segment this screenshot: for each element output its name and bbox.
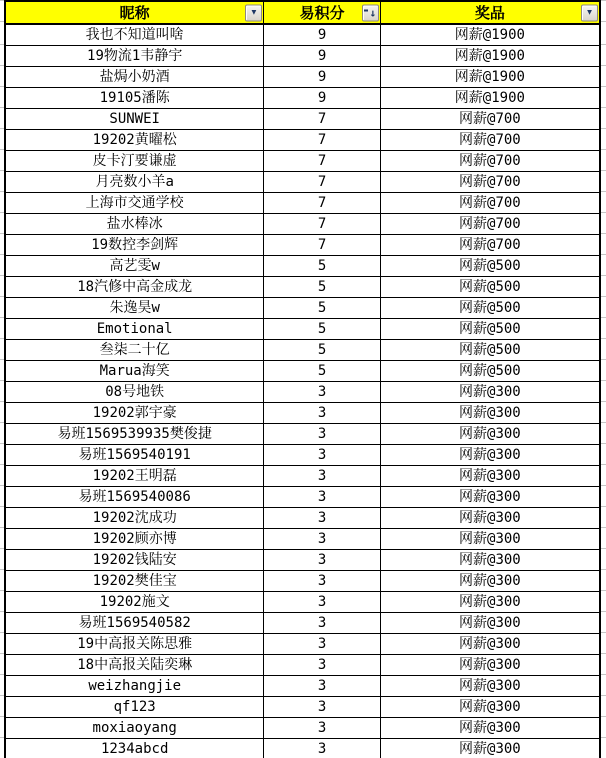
prize-cell[interactable]: 网薪@300 bbox=[380, 676, 600, 697]
table-body bbox=[5, 24, 600, 758]
prize-cell[interactable]: 网薪@300 bbox=[380, 529, 600, 550]
sort-arrow-icon: ↓ bbox=[364, 7, 376, 18]
prize-cell[interactable]: 网薪@300 bbox=[380, 634, 600, 655]
points-cell[interactable]: 3 bbox=[264, 508, 380, 529]
table-row bbox=[5, 613, 600, 634]
header-cell-nickname[interactable] bbox=[5, 1, 264, 24]
nickname-cell[interactable]: 19202郭宇豪 bbox=[5, 403, 264, 424]
prize-cell[interactable]: 网薪@300 bbox=[380, 424, 600, 445]
points-cell[interactable]: 5 bbox=[264, 277, 380, 298]
table-row bbox=[5, 739, 600, 758]
nickname-cell[interactable]: SUNWEI bbox=[5, 109, 264, 130]
prize-cell[interactable]: 网薪@700 bbox=[380, 172, 600, 193]
nickname-cell[interactable]: 皮卡汀要谦虚 bbox=[5, 151, 264, 172]
nickname-cell[interactable]: 朱逸昊w bbox=[5, 298, 264, 319]
points-cell[interactable]: 3 bbox=[264, 550, 380, 571]
prize-cell[interactable]: 网薪@500 bbox=[380, 298, 600, 319]
header-label-points: 易积分 bbox=[299, 4, 345, 22]
points-cell[interactable]: 3 bbox=[264, 592, 380, 613]
table-row bbox=[5, 172, 600, 193]
table-row bbox=[5, 361, 600, 382]
table-row bbox=[5, 46, 600, 67]
table-row bbox=[5, 130, 600, 151]
prize-cell[interactable]: 网薪@1900 bbox=[380, 88, 600, 109]
points-cell[interactable]: 9 bbox=[264, 88, 380, 109]
nickname-cell[interactable]: 18中高报关陆奕琳 bbox=[5, 655, 264, 676]
prize-cell[interactable]: 网薪@1900 bbox=[380, 67, 600, 88]
nickname-cell[interactable]: 19物流1韦静宇 bbox=[5, 46, 264, 67]
nickname-cell[interactable]: 盐焗小奶酒 bbox=[5, 67, 264, 88]
prize-cell[interactable]: 网薪@700 bbox=[380, 109, 600, 130]
prize-cell[interactable]: 网薪@500 bbox=[380, 361, 600, 382]
table-row bbox=[5, 67, 600, 88]
prize-cell[interactable]: 网薪@300 bbox=[380, 739, 600, 758]
table-row bbox=[5, 193, 600, 214]
table-row bbox=[5, 214, 600, 235]
prize-cell[interactable]: 网薪@300 bbox=[380, 718, 600, 739]
table-row bbox=[5, 319, 600, 340]
prize-cell[interactable]: 网薪@300 bbox=[380, 403, 600, 424]
points-cell[interactable]: 3 bbox=[264, 655, 380, 676]
points-cell[interactable]: 9 bbox=[264, 24, 380, 46]
prize-cell[interactable]: 网薪@300 bbox=[380, 508, 600, 529]
table-row bbox=[5, 24, 600, 46]
nickname-cell[interactable]: 月亮数小羊a bbox=[5, 172, 264, 193]
nickname-cell[interactable]: 08号地铁 bbox=[5, 382, 264, 403]
nickname-cell[interactable]: weizhangjie bbox=[5, 676, 264, 697]
points-cell[interactable]: 3 bbox=[264, 634, 380, 655]
nickname-cell[interactable]: Marua海笑 bbox=[5, 361, 264, 382]
nickname-cell[interactable]: 19202黄曜松 bbox=[5, 130, 264, 151]
nickname-cell[interactable]: Emotional bbox=[5, 319, 264, 340]
prize-cell[interactable]: 网薪@700 bbox=[380, 193, 600, 214]
chevron-down-icon: ▼ bbox=[251, 7, 257, 17]
nickname-cell[interactable]: 易班1569540191 bbox=[5, 445, 264, 466]
nickname-cell[interactable]: 19202沈成功 bbox=[5, 508, 264, 529]
nickname-cell[interactable]: 19105潘陈 bbox=[5, 88, 264, 109]
table-row bbox=[5, 571, 600, 592]
table-row bbox=[5, 529, 600, 550]
points-cell[interactable]: 3 bbox=[264, 403, 380, 424]
table-row bbox=[5, 424, 600, 445]
table-row bbox=[5, 550, 600, 571]
points-cell[interactable]: 3 bbox=[264, 571, 380, 592]
points-cell[interactable]: 3 bbox=[264, 529, 380, 550]
points-cell[interactable]: 7 bbox=[264, 130, 380, 151]
table-row bbox=[5, 298, 600, 319]
chevron-down-icon: ▼ bbox=[587, 7, 592, 17]
table-row bbox=[5, 235, 600, 256]
points-cell[interactable]: 5 bbox=[264, 361, 380, 382]
table-row bbox=[5, 592, 600, 613]
nickname-cell[interactable]: 19202钱陆安 bbox=[5, 550, 264, 571]
header-row bbox=[5, 1, 600, 24]
prize-cell[interactable]: 网薪@1900 bbox=[380, 46, 600, 67]
nickname-cell[interactable]: 易班1569540086 bbox=[5, 487, 264, 508]
table-row bbox=[5, 382, 600, 403]
nickname-cell[interactable]: 我也不知道叫啥 bbox=[5, 24, 264, 46]
prize-cell[interactable]: 网薪@500 bbox=[380, 277, 600, 298]
nickname-cell[interactable]: 19中高报关陈思雅 bbox=[5, 634, 264, 655]
nickname-cell[interactable]: 19数控李剑辉 bbox=[5, 235, 264, 256]
table-row bbox=[5, 445, 600, 466]
nickname-cell[interactable]: 18汽修中高金成龙 bbox=[5, 277, 264, 298]
prize-cell[interactable]: 网薪@300 bbox=[380, 613, 600, 634]
nickname-cell[interactable]: 易班1569540582 bbox=[5, 613, 264, 634]
prize-cell[interactable]: 网薪@300 bbox=[380, 445, 600, 466]
table-row bbox=[5, 697, 600, 718]
points-cell[interactable]: 7 bbox=[264, 109, 380, 130]
points-cell[interactable]: 7 bbox=[264, 235, 380, 256]
prize-cell[interactable]: 网薪@300 bbox=[380, 697, 600, 718]
filter-dropdown-icon[interactable] bbox=[581, 4, 598, 21]
filter-dropdown-icon[interactable] bbox=[245, 4, 262, 21]
prize-cell[interactable]: 网薪@300 bbox=[380, 655, 600, 676]
table-row bbox=[5, 466, 600, 487]
prize-cell[interactable]: 网薪@300 bbox=[380, 466, 600, 487]
prize-cell[interactable]: 网薪@700 bbox=[380, 235, 600, 256]
table-row bbox=[5, 718, 600, 739]
nickname-cell[interactable]: 19202王明磊 bbox=[5, 466, 264, 487]
points-cell[interactable]: 3 bbox=[264, 613, 380, 634]
nickname-cell[interactable]: 19202施文 bbox=[5, 592, 264, 613]
nickname-cell[interactable]: 易班1569539935樊俊捷 bbox=[5, 424, 264, 445]
prize-table bbox=[4, 0, 601, 758]
points-cell[interactable]: 9 bbox=[264, 67, 380, 88]
prize-cell[interactable]: 网薪@300 bbox=[380, 382, 600, 403]
header-label-nickname: 昵称 bbox=[119, 4, 150, 22]
points-cell[interactable]: 5 bbox=[264, 319, 380, 340]
points-cell[interactable]: 3 bbox=[264, 739, 380, 758]
points-cell[interactable]: 5 bbox=[264, 256, 380, 277]
table-row bbox=[5, 88, 600, 109]
nickname-cell[interactable]: 盐水棒冰 bbox=[5, 214, 264, 235]
prize-cell[interactable]: 网薪@500 bbox=[380, 319, 600, 340]
table-row bbox=[5, 634, 600, 655]
points-cell[interactable]: 5 bbox=[264, 298, 380, 319]
points-cell[interactable]: 3 bbox=[264, 697, 380, 718]
table-row bbox=[5, 340, 600, 361]
table-row bbox=[5, 277, 600, 298]
sort-descending-icon[interactable] bbox=[362, 4, 379, 21]
points-cell[interactable]: 3 bbox=[264, 487, 380, 508]
table-row bbox=[5, 151, 600, 172]
table-row bbox=[5, 676, 600, 697]
nickname-cell[interactable]: 1234abcd bbox=[5, 739, 264, 758]
prize-cell[interactable]: 网薪@300 bbox=[380, 487, 600, 508]
prize-cell[interactable]: 网薪@300 bbox=[380, 592, 600, 613]
points-cell[interactable]: 7 bbox=[264, 151, 380, 172]
nickname-cell[interactable]: 高艺雯w bbox=[5, 256, 264, 277]
right-gutter-gridlines bbox=[601, 0, 606, 758]
header-label-prize: 奖品 bbox=[474, 4, 505, 22]
points-cell[interactable]: 5 bbox=[264, 340, 380, 361]
nickname-cell[interactable]: 19202顾亦博 bbox=[5, 529, 264, 550]
prize-cell[interactable]: 网薪@700 bbox=[380, 130, 600, 151]
nickname-cell[interactable]: moxiaoyang bbox=[5, 718, 264, 739]
points-cell[interactable]: 9 bbox=[264, 46, 380, 67]
points-cell[interactable]: 3 bbox=[264, 718, 380, 739]
table-row bbox=[5, 487, 600, 508]
table-row bbox=[5, 403, 600, 424]
points-cell[interactable]: 7 bbox=[264, 214, 380, 235]
table-row bbox=[5, 655, 600, 676]
nickname-cell[interactable]: qf123 bbox=[5, 697, 264, 718]
prize-cell[interactable]: 网薪@700 bbox=[380, 151, 600, 172]
nickname-cell[interactable]: 上海市交通学校 bbox=[5, 193, 264, 214]
table-row bbox=[5, 109, 600, 130]
points-cell[interactable]: 3 bbox=[264, 382, 380, 403]
table-row bbox=[5, 508, 600, 529]
points-cell[interactable]: 3 bbox=[264, 676, 380, 697]
prize-cell[interactable]: 网薪@500 bbox=[380, 256, 600, 277]
points-cell[interactable]: 3 bbox=[264, 445, 380, 466]
nickname-cell[interactable]: 19202樊佳宝 bbox=[5, 571, 264, 592]
prize-cell[interactable]: 网薪@700 bbox=[380, 214, 600, 235]
prize-cell[interactable]: 网薪@500 bbox=[380, 340, 600, 361]
prize-cell[interactable]: 网薪@1900 bbox=[380, 24, 600, 46]
points-cell[interactable]: 3 bbox=[264, 424, 380, 445]
header-cell-prize[interactable] bbox=[380, 1, 600, 24]
points-cell[interactable]: 7 bbox=[264, 193, 380, 214]
prize-cell[interactable]: 网薪@300 bbox=[380, 571, 600, 592]
table-row bbox=[5, 256, 600, 277]
nickname-cell[interactable]: 叁柒二十亿 bbox=[5, 340, 264, 361]
points-cell[interactable]: 3 bbox=[264, 466, 380, 487]
prize-cell[interactable]: 网薪@300 bbox=[380, 550, 600, 571]
header-cell-points[interactable] bbox=[264, 1, 380, 24]
points-cell[interactable]: 7 bbox=[264, 172, 380, 193]
